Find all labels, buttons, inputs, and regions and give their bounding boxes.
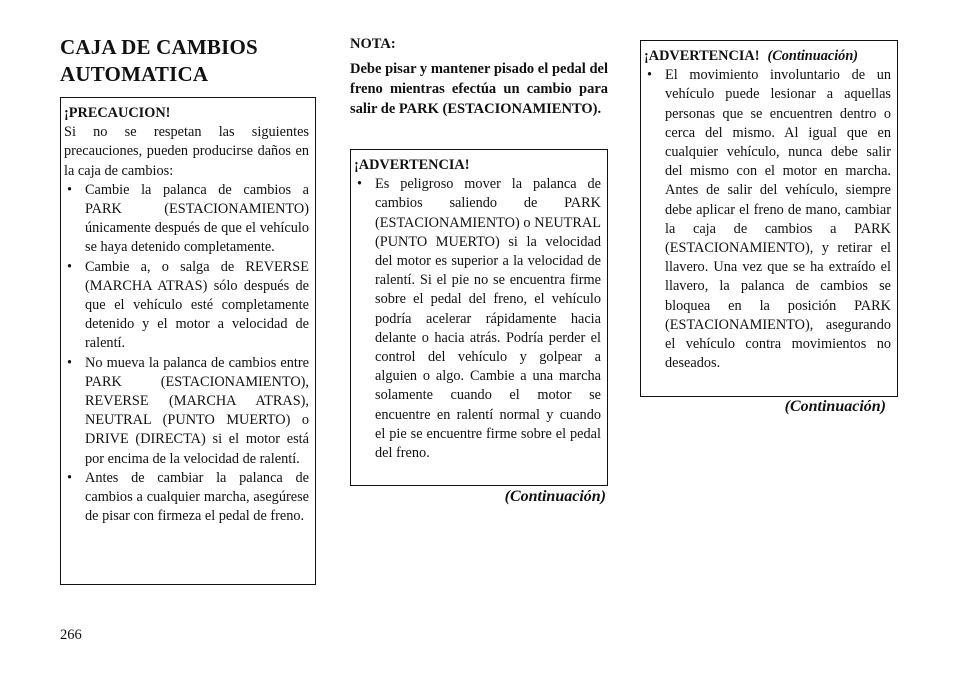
warning-continued-box [640,40,898,397]
warning-continued-list [644,66,891,373]
caution-list [64,181,309,527]
section-title-line1: CAJA DE CAMBIOS [60,35,258,59]
warning-continued-title-suffix: (Continuación) [767,48,859,64]
page-number: 266 [60,627,82,643]
caution-box [60,97,316,585]
warning-title: ¡ADVERTENCIA! [354,157,470,173]
warning-continued-title [644,47,891,66]
caution-item: • Antes de cambiar la palanca de cambios a cualquier marcha, asegúrese de pisar con firmeza el pedal de freno. [64,469,309,527]
warning-list [354,175,601,463]
caution-title: ¡PRECAUCION! [64,105,171,121]
caution-intro: Si no se respetan las siguientes precauciones, pueden producirse daños en la caja de cambios: [64,124,309,179]
section-title-line2: AUTOMATICA [60,62,209,86]
warning-item: • Es peligroso mover la palanca de cambios saliendo de PARK (ESTACIONAMIENTO) o NEUTRAL (PUNTO MUERTO) si la velocidad del motor es superior a la velocidad de ralentí. Si el pie no se encuentra firme sobre el pedal del freno, el vehículo podría acelerar rápidamente hacia delante o hacia atrás. Podría perder el control del vehículo y golpear a alguien o algo. Cambie a una marcha solamente cuando el motor se encuentre en ralentí normal y cuando el pie se encuentre firme sobre el pedal del freno. [354,175,601,463]
section-title [60,34,320,88]
caution-item: • Cambie la palanca de cambios a PARK (ESTACIONAMIENTO) únicamente después de que el vehículo se haya detenido completamente. [64,181,309,258]
continued-label: (Continuación) [504,488,606,505]
warning-box [350,149,608,486]
note-text: Debe pisar y mantener pisado el pedal del freno mientras efectúa un cambio para salir de PARK (ESTACIONAMIENTO). [350,61,608,117]
warning-continued-title-text: ¡ADVERTENCIA! [644,48,760,64]
caution-item: • No mueva la palanca de cambios entre PARK (ESTACIONAMIENTO), REVERSE (MARCHA ATRAS), NEUTRAL (PUNTO MUERTO) o DRIVE (DIRECTA) si el motor está por encima de la velocidad de ralentí. [64,354,309,469]
warning-continued-item: • El movimiento involuntario de un vehículo puede lesionar a aquellas personas que se encuentren dentro o cerca del mismo. Al igual que en cualquier vehículo, nunca debe salir del mismo con el motor en marcha. Antes de salir del vehículo, siempre debe aplicar el freno de mano, cambiar la caja de cambios a PARK (ESTACIONAMIENTO), y retirar el llavero. Una vez que se ha extraído el llavero, la palanca de cambios se bloquea en la posición PARK (ESTACIONAMIENTO), asegurando el vehículo contra movimientos no deseados. [644,66,891,373]
continued-label: (Continuación) [784,398,886,415]
caution-item: • Cambie a, o salga de REVERSE (MARCHA ATRAS) sólo después de que el vehículo esté completamente detenido y el motor a velocidad de ralentí. [64,258,309,354]
note-block [350,36,608,119]
note-label: NOTA: [350,36,396,52]
